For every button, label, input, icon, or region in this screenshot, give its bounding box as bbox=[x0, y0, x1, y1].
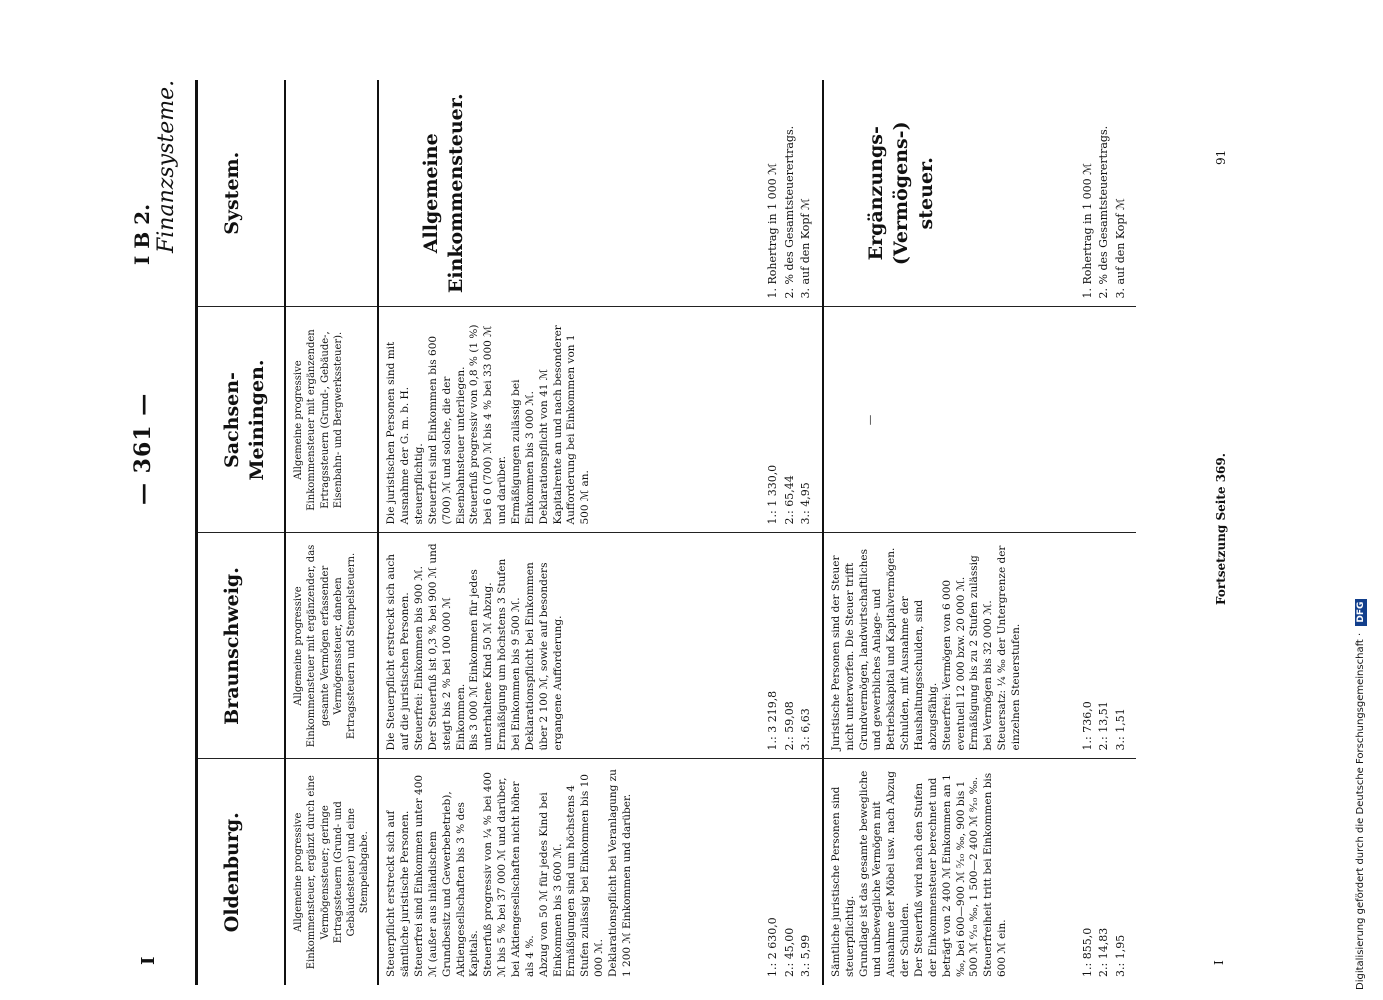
wealth-braunschweig-p4: Steuersatz: ¼ ‰ der Untergrenze der einzelnen Steuerstufen. bbox=[996, 545, 1022, 751]
income-numbers-braunschweig bbox=[758, 533, 823, 759]
income-braunschweig-n2: 2.: 59,08 bbox=[782, 701, 796, 751]
section-title: Finanzsysteme. bbox=[154, 79, 179, 253]
wealth-tax-row bbox=[823, 80, 1073, 985]
wealth-oldenburg-p1: Sämtliche juristische Personen sind steuerpflichtig. bbox=[829, 786, 856, 977]
income-sm-p1: Die juristischen Personen sind mit Ausnahme der G. m. b. H. steuerpflichtig. bbox=[385, 341, 425, 525]
wealth-numbers-oldenburg bbox=[1073, 759, 1137, 985]
income-numbers-row bbox=[758, 80, 823, 985]
wealth-oldenburg-n3: 3.: 1,95 bbox=[1113, 934, 1127, 977]
header-left: I bbox=[138, 956, 159, 965]
footer-signature: I bbox=[1212, 960, 1226, 965]
system-oldenburg: Allgemeine progressive Einkommensteuer, ergänzt durch eine Vermögenssteuer; geringe Ertragssteuern (Grund- und Gebäudesteuer) und eine Stempelabgabe. bbox=[285, 759, 378, 985]
wealth-braunschweig-p3: Ermäßigung bis zu 2 Stufen zulässig bei Vermögen bis 32 000 ℳ. bbox=[968, 555, 995, 751]
page-footer bbox=[1210, 80, 1250, 985]
wealth-braunschweig-n2: 2.: 13,51 bbox=[1097, 701, 1111, 751]
income-legend-2: 2. % des Gesamtsteuerertrags. bbox=[782, 125, 796, 299]
wealth-braunschweig-p1: Juristische Personen sind der Steuer nicht unterworfen. Die Steuer trifft Grundvermögen, landwirtschaftliches und gewerbliches Anlage- und Betriebskapital und Kapitalvermögen. Schulden, mit Ausnahme der Haushaltungsschulden, sind abzugsfähig. bbox=[829, 547, 939, 751]
income-oldenburg-p6: Deklarationspflicht bei Veranlagung zu 1 200 ℳ Einkommen und darüber. bbox=[607, 769, 633, 977]
header-right bbox=[130, 80, 179, 265]
wealth-braunschweig-p2: Steuerfrei: Vermögen von 6 000 eventuell 12 000 bzw. 20 000 ℳ. bbox=[940, 576, 967, 751]
income-oldenburg-p1: Steuerpflicht erstreckt sich auf sämtliche juristische Personen. bbox=[385, 810, 412, 977]
income-braunschweig-n1: 1.: 3 219,8 bbox=[766, 690, 780, 751]
col-header-sachsen-meiningen: Sachsen-Meiningen. bbox=[197, 307, 286, 533]
income-oldenburg-n1: 1.: 2 630,0 bbox=[766, 917, 780, 977]
page-number: — 361 — bbox=[130, 392, 156, 505]
income-oldenburg-n3: 3.: 5,99 bbox=[799, 934, 813, 977]
wealth-oldenburg-p2: Grundlage ist das gesamte bewegliche und unbewegliche Vermögen mit Ausnahme der Möbel usw. nach Abzug der Schulden. bbox=[857, 770, 912, 977]
system-braunschweig: Allgemeine progressive Einkommensteuer mit ergänzender, das gesamte Vermögen erfassender Vermögenssteuer, daneben Ertragssteuern und Stempelsteuern. bbox=[285, 533, 378, 759]
wealth-legend-2: 2. % des Gesamtsteuerertrags. bbox=[1097, 125, 1111, 299]
income-oldenburg-p3: Steuerfuß progressiv von ¼ % bei 400 ℳ bis 5 % bei 37 000 ℳ und darüber, bei Aktiengesellschaften nicht höher als 4 %. bbox=[482, 772, 536, 977]
wealth-numbers-sachsen-meiningen bbox=[1073, 307, 1137, 533]
wealth-numbers-braunschweig bbox=[1073, 533, 1137, 759]
income-braunschweig-p3: Der Steuerfuß ist 0,3 % bei 900 ℳ und steigt bis 2 % bei 100 000 ℳ Einkommen. bbox=[426, 543, 467, 751]
col-header-system: System. bbox=[197, 80, 286, 307]
wealth-oldenburg-n1: 1.: 855,0 bbox=[1080, 927, 1094, 977]
col-header-oldenburg: Oldenburg. bbox=[197, 759, 286, 985]
digitization-note bbox=[1355, 599, 1367, 990]
footer-number: 91 bbox=[1214, 149, 1228, 165]
wealth-braunschweig-n1: 1.: 736,0 bbox=[1080, 701, 1094, 751]
income-braunschweig-p5: Ermäßigung um höchstens 3 Stufen bei Einkommen bis 9 500 ℳ. bbox=[496, 558, 523, 751]
system-sachsen-meiningen: Allgemeine progressive Einkommensteuer mit ergänzenden Ertragssteuern (Grund-, Gebäude-, Eisenbahn- und Bergwerkssteuer). bbox=[285, 307, 378, 533]
rotated-table-page bbox=[120, 80, 1250, 985]
dfg-logo-icon: DFG bbox=[1355, 599, 1367, 626]
income-sm-n2: 2.: 65,44 bbox=[782, 475, 796, 525]
income-tax-label: Allgemeine Einkommensteuer. bbox=[378, 80, 758, 307]
wealth-legend-3: 3. auf den Kopf ℳ bbox=[1113, 198, 1127, 299]
wealth-legend-1: 1. Rohertrag in 1 000 ℳ bbox=[1080, 163, 1094, 299]
income-numbers-sachsen-meiningen bbox=[758, 307, 823, 533]
income-braunschweig-n3: 3.: 6,63 bbox=[799, 708, 813, 751]
income-oldenburg-p4: Abzug von 50 ℳ für jedes Kind bei Einkommen bis 3 600 ℳ. bbox=[537, 792, 564, 977]
digitization-text: Digitalisierung gefördert durch die Deutsche Forschungsgemeinschaft · bbox=[1355, 632, 1366, 990]
wealth-braunschweig-n3: 3.: 1,51 bbox=[1113, 708, 1127, 751]
income-numbers-legend bbox=[758, 80, 823, 307]
income-oldenburg-n2: 2.: 45,00 bbox=[782, 927, 796, 977]
wealth-oldenburg-p4: Steuerfreiheit tritt bei Einkommen bis 600 ℳ ein. bbox=[982, 772, 1009, 977]
income-sm-p4: Ermäßigungen zulässig bei Einkommen bis 3 000 ℳ. bbox=[510, 379, 536, 525]
income-sachsen-meiningen bbox=[378, 307, 758, 533]
wealth-sachsen-meiningen: — bbox=[823, 307, 1073, 533]
section-code: I B 2. bbox=[130, 203, 154, 265]
income-tax-row bbox=[378, 80, 758, 985]
col-header-braunschweig: Braunschweig. bbox=[197, 533, 286, 759]
income-sm-p3: Steuerfuß progressiv von 0,8 % (1 %) bei 6 0 (700) ℳ bis 4 % bei 33 000 ℳ und darüber. bbox=[468, 324, 509, 525]
income-braunschweig-p6: Deklarationspflicht bei Einkommen über 2 100 ℳ, sowie auf besonders ergangene Aufforderung. bbox=[523, 562, 564, 751]
income-numbers-oldenburg bbox=[758, 759, 823, 985]
tax-comparison-table bbox=[195, 80, 1136, 985]
income-legend-1: 1. Rohertrag in 1 000 ℳ bbox=[766, 163, 780, 299]
income-legend-3: 3. auf den Kopf ℳ bbox=[799, 198, 813, 299]
income-oldenburg-p5: Ermäßigungen sind um höchstens 4 Stufen zulässig bei Einkommen bis 10 000 ℳ. bbox=[565, 774, 606, 977]
income-braunschweig-p4: Bis 3 000 ℳ Einkommen für jedes unterhaltene Kind 50 ℳ Abzug. bbox=[468, 569, 495, 751]
wealth-numbers-legend bbox=[1073, 80, 1137, 307]
system-row bbox=[285, 80, 378, 985]
income-oldenburg bbox=[378, 759, 758, 985]
income-sm-p2: Steuerfrei sind Einkommen bis 600 (700) ℳ und solche, die der Eisenbahnsteuer unterliegen. bbox=[426, 335, 467, 525]
continuation-note: Fortsetzung Seite 369. bbox=[1214, 453, 1228, 605]
wealth-oldenburg bbox=[823, 759, 1073, 985]
income-braunschweig-p1: Die Steuerpflicht erstreckt sich auch auf die juristischen Personen. bbox=[385, 553, 412, 751]
wealth-numbers-row bbox=[1073, 80, 1137, 985]
income-sm-n3: 3.: 4,95 bbox=[799, 482, 813, 525]
income-oldenburg-p2: Steuerfrei sind Einkommen unter 400 ℳ (außer aus inländischem Grundbesitz und Gewerbebetrieb), Aktiengesellschaften bis 3 % des Kapitals. bbox=[413, 774, 481, 977]
income-sm-p5: Deklarationspflicht von 41 ℳ Kapitalrente an und nach besonderer Aufforderung bei Einkommen von 1 500 ℳ an. bbox=[537, 325, 592, 525]
income-braunschweig-p2: Steuerfrei: Einkommen bis 900 ℳ. bbox=[413, 566, 425, 751]
page-header bbox=[120, 80, 180, 985]
wealth-tax-label: Ergänzungs- (Vermögens-) steuer. bbox=[823, 80, 1073, 307]
income-braunschweig bbox=[378, 533, 758, 759]
wealth-oldenburg-n2: 2.: 14,83 bbox=[1097, 927, 1111, 977]
system-label-empty bbox=[285, 80, 378, 307]
wealth-oldenburg-p3: Der Steuerfuß wird nach den Stufen der Einkommensteuer berechnet und beträgt von 2 400 ℳ Einkommen an 1 ‰, bei 600—900 ℳ ⁵⁄₁₀ ‰, 900 bis 1 500 ℳ ⁶⁄₁₀ ‰, 1 500—2 400 ℳ ⁸⁄₁₀ ‰. bbox=[912, 774, 981, 977]
table-header-row bbox=[197, 80, 286, 985]
wealth-braunschweig bbox=[823, 533, 1073, 759]
income-sm-n1: 1.: 1 330,0 bbox=[766, 464, 780, 525]
